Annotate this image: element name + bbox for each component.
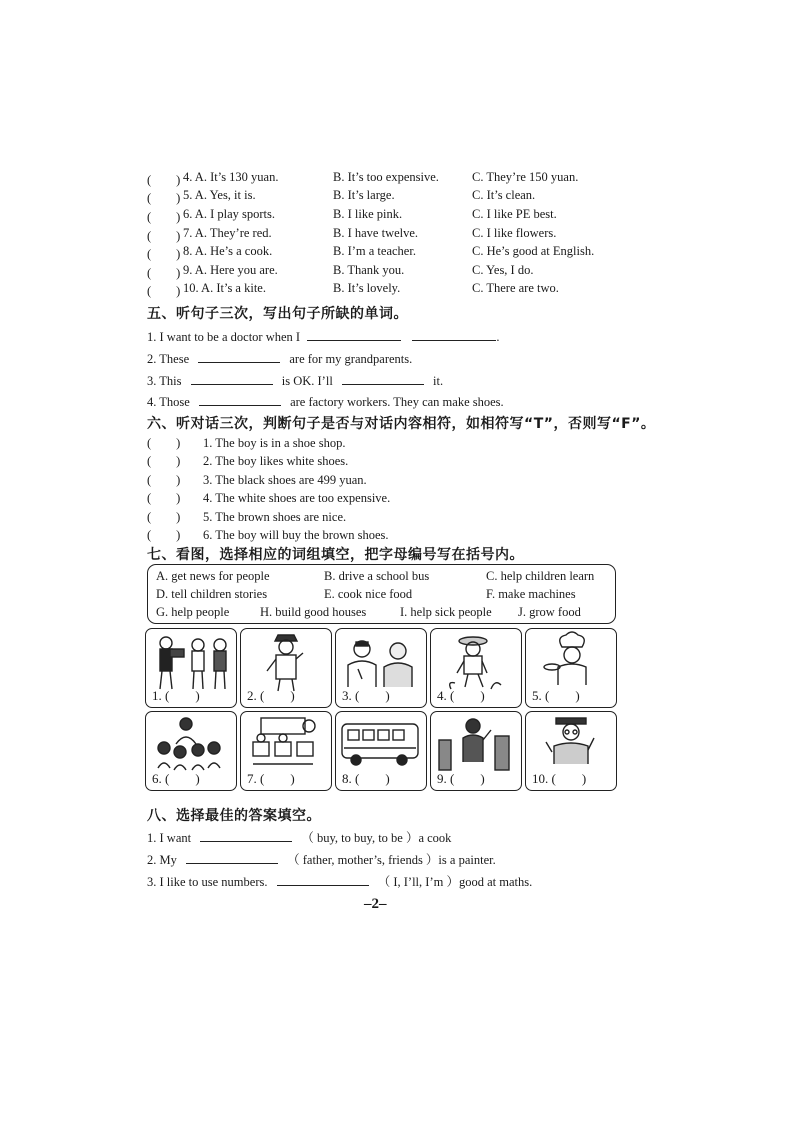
fill-item-1: 1. I want to be a doctor when I . — [147, 330, 500, 344]
answer-blank[interactable] — [198, 350, 280, 363]
judge-row — [147, 525, 389, 543]
picture-7 — [240, 711, 332, 791]
fill-item-1-text: 1. I want to be a doctor when I — [147, 330, 301, 344]
answer-blank[interactable] — [186, 851, 278, 864]
answer-blank[interactable] — [307, 328, 401, 341]
option-f: F. make machines — [486, 587, 576, 601]
answer-paren[interactable]: ( ) — [147, 436, 181, 450]
option-j: J. grow food — [518, 605, 581, 619]
answer-paren[interactable]: ( ) — [147, 229, 181, 243]
picture-9-label[interactable]: 9. ( ) — [437, 771, 485, 786]
judge-row — [147, 470, 367, 488]
picture-5 — [525, 628, 617, 708]
answer-blank[interactable] — [342, 372, 424, 385]
option-b-text: B. I like pink. — [333, 207, 403, 221]
answer-paren[interactable]: ( ) — [147, 173, 181, 187]
answer-blank[interactable] — [199, 393, 281, 406]
judge-row — [147, 451, 348, 469]
picture-1 — [145, 628, 237, 708]
picture-4-label[interactable]: 4. ( ) — [437, 688, 485, 703]
option-a-text: 4. A. It’s 130 yuan. — [183, 170, 279, 184]
option-h: H. build good houses — [260, 605, 367, 619]
option-c-text: C. There are two. — [472, 281, 559, 295]
option-g: G. help people — [156, 605, 230, 619]
picture-3 — [335, 628, 427, 708]
judge-statement: 4. The white shoes are too expensive. — [203, 491, 391, 505]
section-eight-title: 八、选择最佳的答案填空。 — [147, 808, 321, 824]
page-number: –2– — [364, 896, 387, 912]
option-b-text: B. It’s too expensive. — [333, 170, 439, 184]
judge-row — [147, 507, 346, 525]
judge-row — [147, 433, 345, 451]
answer-paren[interactable]: ( ) — [147, 284, 181, 298]
choice-row — [147, 207, 627, 225]
choice-row — [147, 244, 627, 262]
answer-paren[interactable]: ( ) — [147, 510, 181, 524]
picture-8 — [335, 711, 427, 791]
picture-10 — [525, 711, 617, 791]
picture-7-label[interactable]: 7. ( ) — [247, 771, 295, 786]
answer-paren[interactable]: ( ) — [147, 528, 181, 542]
option-a-text: 5. A. Yes, it is. — [183, 188, 256, 202]
section-seven-title: 七、看图，选择相应的词组填空，把字母编号写在括号内。 — [147, 547, 524, 563]
judge-statement: 5. The brown shoes are nice. — [203, 510, 347, 524]
picture-5-label[interactable]: 5. ( ) — [532, 688, 580, 703]
option-a-text: 7. A. They’re red. — [183, 226, 272, 240]
option-b-text: B. I’m a teacher. — [333, 244, 416, 258]
option-c: C. help children learn — [486, 569, 595, 583]
option-a-text: 9. A. Here you are. — [183, 263, 278, 277]
section-six-title: 六、听对话三次，判断句子是否与对话内容相符，如相符写“T”，否则写“F”。 — [147, 416, 656, 432]
fill-item-2-text: 2. These — [147, 352, 190, 366]
option-a-text: 10. A. It’s a kite. — [183, 281, 266, 295]
answer-paren[interactable]: ( ) — [147, 454, 181, 468]
option-c-text: C. It’s clean. — [472, 188, 536, 202]
picture-2-label[interactable]: 2. ( ) — [247, 688, 295, 703]
answer-blank[interactable] — [412, 328, 496, 341]
picture-10-label[interactable]: 10. ( ) — [532, 771, 587, 786]
option-b-text: B. Thank you. — [333, 263, 405, 277]
picture-6-label[interactable]: 6. ( ) — [152, 771, 200, 786]
answer-blank[interactable] — [191, 372, 273, 385]
fill-item-2: 2. These are for my grandparents. — [147, 352, 413, 366]
answer-blank[interactable] — [277, 873, 369, 886]
choice-row — [147, 226, 627, 244]
choice-item-2: 2. My （ father, mother’s, friends ）is a painter. — [147, 853, 496, 867]
option-b-text: B. I have twelve. — [333, 226, 419, 240]
option-b: B. drive a school bus — [324, 569, 430, 583]
option-c-text: C. I like PE best. — [472, 207, 557, 221]
option-a: A. get news for people — [156, 569, 270, 583]
option-c-text: C. He’s good at English. — [472, 244, 595, 258]
picture-9 — [430, 711, 522, 791]
judge-statement: 3. The black shoes are 499 yuan. — [203, 473, 367, 487]
option-c-text: C. Yes, I do. — [472, 263, 534, 277]
picture-1-label[interactable]: 1. ( ) — [152, 688, 200, 703]
phrase-options-box — [147, 564, 616, 624]
choice-row — [147, 281, 627, 299]
option-a-text: 6. A. I play sports. — [183, 207, 276, 221]
answer-paren[interactable]: ( ) — [147, 491, 181, 505]
judge-row — [147, 488, 390, 506]
section-five-title: 五、听句子三次，写出句子所缺的单词。 — [147, 306, 408, 322]
answer-paren[interactable]: ( ) — [147, 247, 181, 261]
choice-item-1: 1. I want （ buy, to buy, to be ）a cook — [147, 831, 452, 845]
judge-statement: 6. The boy will buy the brown shoes. — [203, 528, 389, 542]
fill-item-4: 4. Those are factory workers. They can make shoes. — [147, 395, 504, 409]
option-b-text: B. It’s large. — [333, 188, 395, 202]
option-c-text: C. They’re 150 yuan. — [472, 170, 579, 184]
choice-row — [147, 188, 627, 206]
option-d: D. tell children stories — [156, 587, 268, 601]
choice-item-3: 3. I like to use numbers. （ I, I’ll, I’m ）good at maths. — [147, 875, 533, 889]
judge-statement: 2. The boy likes white shoes. — [203, 454, 349, 468]
option-i: I. help sick people — [400, 605, 492, 619]
choice-row — [147, 263, 627, 281]
answer-blank[interactable] — [200, 829, 292, 842]
picture-4 — [430, 628, 522, 708]
option-b-text: B. It’s lovely. — [333, 281, 401, 295]
picture-8-label[interactable]: 8. ( ) — [342, 771, 390, 786]
option-a-text: 8. A. He’s a cook. — [183, 244, 273, 258]
answer-paren[interactable]: ( ) — [147, 191, 181, 205]
picture-2 — [240, 628, 332, 708]
judge-statement: 1. The boy is in a shoe shop. — [203, 436, 346, 450]
answer-paren[interactable]: ( ) — [147, 210, 181, 224]
fill-item-3: 3. This is OK. I’ll it. — [147, 374, 444, 388]
picture-6 — [145, 711, 237, 791]
choice-row — [147, 170, 627, 188]
answer-paren[interactable]: ( ) — [147, 266, 181, 280]
answer-paren[interactable]: ( ) — [147, 473, 181, 487]
option-e: E. cook nice food — [324, 587, 413, 601]
option-c-text: C. I like flowers. — [472, 226, 557, 240]
picture-3-label[interactable]: 3. ( ) — [342, 688, 390, 703]
